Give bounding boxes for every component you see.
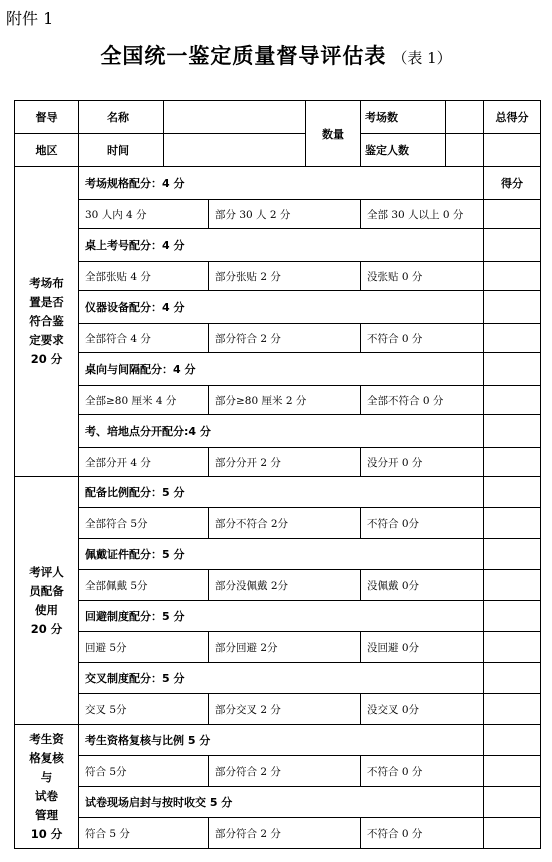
section-title-line: 考生资 bbox=[29, 731, 64, 746]
scoring-option: 全部张贴 4 分 bbox=[79, 262, 209, 291]
options-row bbox=[15, 386, 541, 415]
criterion-row bbox=[15, 415, 541, 448]
criterion-row bbox=[15, 291, 541, 324]
criterion-label: 试卷现场启封与按时收交 5 分 bbox=[79, 787, 484, 818]
section-title-line: 20 分 bbox=[30, 621, 63, 636]
score-cell[interactable] bbox=[484, 570, 541, 601]
options-row bbox=[15, 200, 541, 229]
score-cell[interactable] bbox=[484, 386, 541, 415]
options-row bbox=[15, 694, 541, 725]
criterion-row bbox=[15, 787, 541, 818]
criterion-label: 考、培地点分开配分:4 分 bbox=[79, 415, 484, 448]
criterion-label: 回避制度配分：5 分 bbox=[79, 601, 484, 632]
scoring-option: 部分张贴 2 分 bbox=[209, 262, 361, 291]
criterion-row bbox=[15, 539, 541, 570]
attachment-label: 附件 1 bbox=[6, 9, 54, 28]
scoring-option: 部分不符合 2分 bbox=[209, 508, 361, 539]
header-row-1 bbox=[15, 101, 541, 134]
form-title-sub: （表 1） bbox=[392, 49, 452, 67]
scoring-option: 全部符合 4 分 bbox=[79, 324, 209, 353]
form-title-main: 全国统一鉴定质量督导评估表 bbox=[100, 44, 387, 68]
section-title-line: 考场布 bbox=[29, 276, 64, 290]
score-cell[interactable] bbox=[484, 756, 541, 787]
score-cell[interactable] bbox=[484, 229, 541, 262]
scoring-option: 部分符合 2 分 bbox=[209, 324, 361, 353]
score-cell[interactable] bbox=[484, 448, 541, 477]
scoring-option: 30 人内 4 分 bbox=[79, 200, 209, 229]
score-header-label: 得分 bbox=[484, 167, 541, 200]
section-title-line: 使用 bbox=[35, 602, 58, 617]
scoring-option: 没回避 0分 bbox=[361, 632, 484, 663]
quantity-label: 数量 bbox=[306, 101, 361, 167]
total-score-label: 总得分 bbox=[484, 101, 541, 134]
section-title-line: 与 bbox=[40, 769, 53, 784]
options-row bbox=[15, 570, 541, 601]
score-cell[interactable] bbox=[484, 632, 541, 663]
score-cell[interactable] bbox=[484, 787, 541, 818]
section-title-line: 定要求 bbox=[29, 333, 64, 347]
scoring-option: 不符合 0 分 bbox=[361, 818, 484, 849]
section-title-line: 符合鉴 bbox=[29, 314, 64, 328]
options-row bbox=[15, 632, 541, 663]
section-title-line: 试卷 bbox=[35, 788, 58, 803]
criterion-row bbox=[15, 229, 541, 262]
scoring-option: 部分分开 2 分 bbox=[209, 448, 361, 477]
criterion-label: 考场规格配分：4 分 bbox=[79, 167, 484, 200]
scoring-option: 没佩戴 0分 bbox=[361, 570, 484, 601]
supervision-label: 督导 bbox=[15, 101, 79, 134]
scoring-option: 全部佩戴 5分 bbox=[79, 570, 209, 601]
criterion-row bbox=[15, 725, 541, 756]
criterion-row bbox=[15, 663, 541, 694]
scoring-option: 部分交叉 2 分 bbox=[209, 694, 361, 725]
scoring-option: 部分回避 2分 bbox=[209, 632, 361, 663]
scoring-option: 全部不符合 0 分 bbox=[361, 386, 484, 415]
scoring-option: 没张贴 0 分 bbox=[361, 262, 484, 291]
section-title bbox=[15, 477, 79, 725]
scoring-option: 部分符合 2 分 bbox=[209, 756, 361, 787]
scoring-option: 全部符合 5分 bbox=[79, 508, 209, 539]
section-title-line: 10 分 bbox=[30, 826, 63, 841]
time-label: 时间 bbox=[79, 134, 164, 167]
score-cell[interactable] bbox=[484, 415, 541, 448]
exam-sites-value-cell[interactable] bbox=[446, 101, 484, 134]
scoring-option: 没分开 0 分 bbox=[361, 448, 484, 477]
section-title-line: 置是否 bbox=[29, 295, 64, 309]
score-cell[interactable] bbox=[484, 200, 541, 229]
region-label: 地区 bbox=[15, 134, 79, 167]
scoring-option: 全部≥80 厘米 4 分 bbox=[79, 386, 209, 415]
criterion-label: 仪器设备配分：4 分 bbox=[79, 291, 484, 324]
exam-sites-label: 考场数 bbox=[361, 101, 446, 134]
criterion-label: 桌向与间隔配分：4 分 bbox=[79, 353, 484, 386]
scoring-option: 符合 5分 bbox=[79, 756, 209, 787]
score-cell[interactable] bbox=[484, 694, 541, 725]
criterion-label: 桌上考号配分：4 分 bbox=[79, 229, 484, 262]
section-title-line: 管理 bbox=[35, 807, 58, 822]
header-row-2 bbox=[15, 134, 541, 167]
name-value-cell[interactable] bbox=[164, 101, 306, 134]
score-cell[interactable] bbox=[484, 324, 541, 353]
score-cell[interactable] bbox=[484, 262, 541, 291]
score-cell[interactable] bbox=[484, 601, 541, 632]
scoring-option: 回避 5分 bbox=[79, 632, 209, 663]
score-cell[interactable] bbox=[484, 353, 541, 386]
evaluation-table bbox=[14, 100, 541, 849]
scoring-option: 交叉 5分 bbox=[79, 694, 209, 725]
scoring-option: 部分≥80 厘米 2 分 bbox=[209, 386, 361, 415]
criterion-row bbox=[15, 167, 541, 200]
scoring-option: 部分符合 2 分 bbox=[209, 818, 361, 849]
score-cell[interactable] bbox=[484, 539, 541, 570]
section-title bbox=[15, 725, 79, 849]
score-cell[interactable] bbox=[484, 818, 541, 849]
section-title-line: 员配备 bbox=[29, 583, 64, 598]
options-row bbox=[15, 324, 541, 353]
scoring-option: 没交叉 0分 bbox=[361, 694, 484, 725]
score-cell[interactable] bbox=[484, 508, 541, 539]
criterion-label: 考生资格复核与比例 5 分 bbox=[79, 725, 484, 756]
form-title bbox=[0, 40, 552, 70]
score-cell[interactable] bbox=[484, 663, 541, 694]
appraisal-count-value-cell[interactable] bbox=[446, 134, 484, 167]
criterion-row bbox=[15, 601, 541, 632]
options-row bbox=[15, 508, 541, 539]
options-row bbox=[15, 818, 541, 849]
total-score-value-cell[interactable] bbox=[484, 134, 541, 167]
criterion-label: 配备比例配分：5 分 bbox=[79, 477, 484, 508]
criterion-label: 佩戴证件配分：5 分 bbox=[79, 539, 484, 570]
criterion-row bbox=[15, 353, 541, 386]
time-value-cell[interactable] bbox=[164, 134, 306, 167]
scoring-option: 部分没佩戴 2分 bbox=[209, 570, 361, 601]
section-title-line: 考评人 bbox=[29, 564, 64, 579]
scoring-option: 部分 30 人 2 分 bbox=[209, 200, 361, 229]
score-cell[interactable] bbox=[484, 477, 541, 508]
section-title-line: 20 分 bbox=[30, 352, 63, 366]
criterion-row bbox=[15, 477, 541, 508]
scoring-option: 不符合 0 分 bbox=[361, 324, 484, 353]
scoring-option: 全部 30 人以上 0 分 bbox=[361, 200, 484, 229]
criterion-label: 交叉制度配分：5 分 bbox=[79, 663, 484, 694]
scoring-option: 全部分开 4 分 bbox=[79, 448, 209, 477]
options-row bbox=[15, 756, 541, 787]
appraisal-count-label: 鉴定人数 bbox=[361, 134, 446, 167]
scoring-option: 符合 5 分 bbox=[79, 818, 209, 849]
section-title bbox=[15, 167, 79, 477]
scoring-option: 不符合 0分 bbox=[361, 508, 484, 539]
section-title-line: 格复核 bbox=[29, 750, 64, 765]
name-label: 名称 bbox=[79, 101, 164, 134]
options-row bbox=[15, 262, 541, 291]
score-cell[interactable] bbox=[484, 291, 541, 324]
score-cell[interactable] bbox=[484, 725, 541, 756]
scoring-option: 不符合 0 分 bbox=[361, 756, 484, 787]
options-row bbox=[15, 448, 541, 477]
